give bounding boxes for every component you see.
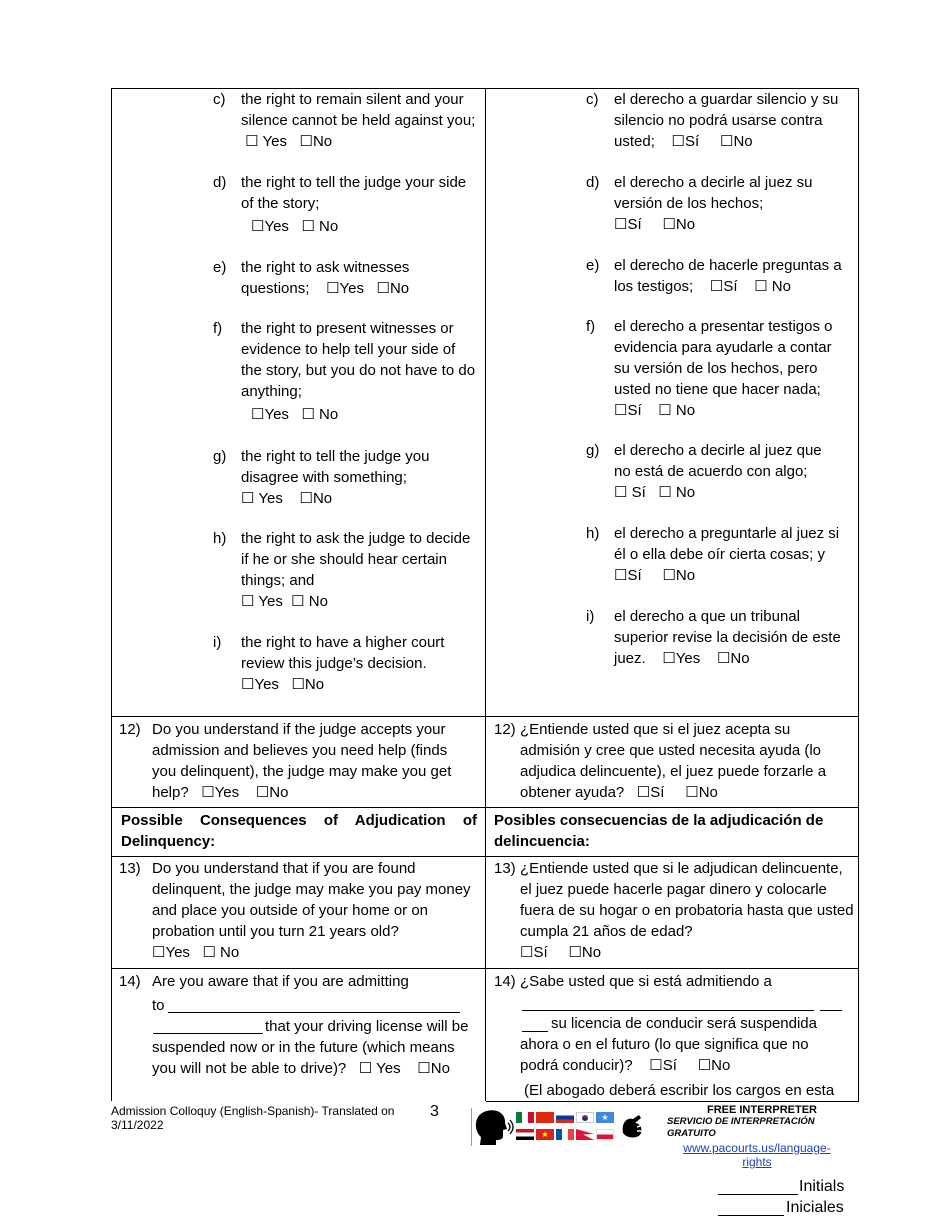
item-letter: f)	[586, 318, 596, 335]
no-checkbox[interactable]: ☐ No	[658, 402, 696, 419]
question-number: 13)	[119, 860, 141, 877]
question-text: Do you understand that if you are found delinquent, the judge may make you pay money and place you outside of your home or on probation until you turn 21 years old?	[152, 860, 471, 940]
no-checkbox[interactable]: ☐No	[299, 133, 333, 150]
question-number: 14)	[119, 973, 141, 990]
yes-checkbox[interactable]: ☐ Yes	[241, 593, 283, 610]
item-letter: i)	[213, 634, 222, 651]
table-right-border	[858, 88, 859, 1101]
mexico-flag-icon	[516, 1112, 534, 1123]
question-text-line: Are you aware that if you are admitting	[152, 973, 409, 990]
item-letter: g)	[213, 448, 227, 465]
item-text: el derecho a decirle al juez su versión de los hechos;	[614, 174, 813, 212]
servicio-label-2: GRATUITO	[667, 1128, 716, 1139]
yes-checkbox[interactable]: ☐Yes	[251, 406, 289, 423]
row-divider-11	[111, 716, 859, 717]
item-letter: g)	[586, 442, 600, 459]
item-letter: i)	[586, 608, 595, 625]
china-flag-icon	[536, 1112, 554, 1123]
row-divider-13	[111, 968, 859, 969]
no-checkbox[interactable]: ☐ No	[301, 406, 339, 423]
question-text-line: podrá conducir)?	[520, 1057, 633, 1074]
no-checkbox[interactable]: ☐No	[291, 676, 325, 693]
table-center-divider	[485, 88, 486, 1101]
yes-checkbox[interactable]: ☐Yes	[152, 944, 190, 961]
section-heading-es: Posibles consecuencias de la adjudicación de delincuencia:	[494, 812, 824, 850]
yes-checkbox[interactable]: ☐Sí	[614, 402, 642, 419]
no-checkbox[interactable]: ☐No	[662, 567, 696, 584]
yes-checkbox[interactable]: ☐ Sí	[614, 484, 646, 501]
question-text-line: suspended now or in the future (which means	[152, 1039, 455, 1056]
item-text: el derecho a guardar silencio y su silencio no podrá usarse contra usted;	[614, 91, 839, 150]
question-text: ¿Entiende usted que si le adjudican delincuente, el juez puede hacerle pagar dinero y colocarle fuera de su hogar o en probatoria hasta que usted cumpla 21 años de edad?	[520, 860, 854, 940]
speaking-head-icon	[474, 1109, 514, 1147]
attorney-note: (El abogado deberá escribir los cargos en esta	[524, 1082, 835, 1099]
page-number: 3	[430, 1103, 439, 1120]
poland-flag-icon	[596, 1129, 614, 1140]
question-text: Do you understand if the judge accepts your admission and believes you need help (finds you delinquent), the judge may make you get help?	[152, 721, 452, 801]
no-checkbox[interactable]: ☐No	[716, 650, 750, 667]
item-letter: d)	[213, 174, 227, 191]
sign-language-icon	[619, 1111, 649, 1141]
row-divider-12	[111, 807, 859, 808]
charges-input-line-1[interactable]	[522, 993, 814, 1011]
question-text-to: to	[152, 997, 165, 1014]
initials-input[interactable]	[718, 1178, 798, 1195]
no-checkbox[interactable]: ☐No	[685, 784, 718, 801]
no-checkbox[interactable]: ☐ No	[658, 484, 696, 501]
yes-checkbox[interactable]: ☐Yes	[251, 218, 289, 235]
question-text-line: you will not be able to drive)?	[152, 1060, 347, 1077]
charges-input-line-1-end	[820, 993, 842, 1011]
iniciales-label: Iniciales	[786, 1199, 844, 1216]
russia-flag-icon	[556, 1112, 574, 1123]
item-text: el derecho de hacerle preguntas a los testigos;	[614, 257, 842, 295]
nepal-flag-icon	[576, 1129, 594, 1140]
question-text-line: su licencia de conducir será suspendida	[551, 1015, 817, 1032]
language-rights-link[interactable]	[672, 1141, 842, 1169]
doc-date: 3/11/2022	[111, 1118, 164, 1132]
no-checkbox[interactable]: ☐No	[299, 490, 333, 507]
charges-input-line-2[interactable]	[153, 1016, 263, 1034]
item-letter: d)	[586, 174, 600, 191]
item-text: the right to tell the judge your side of the story;	[241, 174, 467, 212]
table-bottom-border	[486, 1101, 859, 1102]
france-flag-icon	[556, 1129, 574, 1140]
somalia-flag-icon: ★	[596, 1112, 614, 1123]
no-checkbox[interactable]: ☐No	[662, 216, 696, 233]
question-14-en	[119, 971, 479, 1099]
yes-checkbox[interactable]: ☐Sí	[520, 944, 548, 961]
question-number: 12)	[119, 721, 141, 738]
iniciales-input[interactable]	[718, 1199, 784, 1216]
charges-input-line-1[interactable]	[168, 995, 460, 1013]
no-checkbox[interactable]: ☐No	[568, 944, 602, 961]
yes-checkbox[interactable]: ☐Sí	[709, 278, 738, 295]
doc-title: Admission Colloquy (English-Spanish)- Translated on	[111, 1104, 395, 1118]
question-text-line: ahora o en el futuro (lo que significa que no	[520, 1036, 809, 1053]
no-checkbox[interactable]: ☐ No	[291, 593, 328, 610]
item-letter: h)	[586, 525, 600, 542]
question-number: 12)	[494, 721, 516, 738]
no-checkbox[interactable]: ☐No	[376, 280, 410, 297]
servicio-label-1: SERVICIO DE INTERPRETACIÓN	[667, 1116, 815, 1127]
item-text: el derecho a preguntarle al juez si él o ella debe oír cierta cosas; y	[614, 525, 840, 563]
no-checkbox[interactable]: ☐ No	[202, 944, 240, 961]
free-interpreter-block	[667, 1104, 817, 1140]
yes-checkbox[interactable]: ☐Sí	[614, 567, 642, 584]
link-line-2: rights	[742, 1155, 772, 1169]
item-letter: e)	[213, 259, 227, 276]
yes-checkbox[interactable]: ☐Yes	[662, 650, 701, 667]
item-text: the right to have a higher court review this judge’s decision.	[241, 634, 445, 672]
question-number: 14)	[494, 973, 516, 990]
item-text: el derecho a que un tribunal superior revise la decisión de este juez.	[614, 608, 841, 667]
yes-checkbox[interactable]: ☐Sí	[614, 216, 642, 233]
item-letter: e)	[586, 257, 600, 274]
item-text: the right to tell the judge you disagree with something;	[241, 448, 430, 486]
section-heading-en: Possible Consequences of Adjudication of Delinquency:	[121, 812, 477, 850]
item-letter: c)	[213, 91, 226, 108]
yes-checkbox[interactable]: ☐ Yes	[358, 1060, 401, 1077]
footer-divider	[471, 1108, 472, 1146]
no-checkbox[interactable]: ☐No	[417, 1060, 450, 1077]
item-text: the right to ask the judge to decide if he or she should hear certain things; and	[241, 530, 471, 589]
table-left-border	[111, 88, 112, 1101]
yes-checkbox[interactable]: ☐Yes	[201, 784, 240, 801]
item-text: the right to ask witnesses questions;	[241, 259, 410, 297]
free-interpreter-label: FREE INTERPRETER	[706, 1104, 817, 1116]
charges-input-line-2[interactable]	[522, 1014, 548, 1032]
item-letter: f)	[213, 320, 223, 337]
question-text-line: ¿Sabe usted que si está admitiendo a	[520, 973, 772, 990]
item-letter: h)	[213, 530, 227, 547]
no-checkbox[interactable]: ☐No	[720, 133, 753, 150]
yes-checkbox[interactable]: ☐ Yes	[241, 490, 283, 507]
egypt-flag-icon	[516, 1129, 534, 1140]
no-checkbox[interactable]: ☐No	[255, 784, 289, 801]
item-letter: c)	[586, 91, 599, 108]
no-checkbox[interactable]: ☐ No	[301, 218, 339, 235]
yes-checkbox[interactable]: ☐Sí	[636, 784, 665, 801]
yes-checkbox[interactable]: ☐Sí	[649, 1057, 677, 1074]
row-divider-section	[111, 856, 859, 857]
link-line-1: www.pacourts.us/language-	[683, 1141, 831, 1155]
yes-checkbox[interactable]: ☐ Yes	[245, 133, 287, 150]
initials-label: Initials	[799, 1178, 845, 1195]
no-checkbox[interactable]: ☐ No	[754, 278, 791, 295]
yes-checkbox[interactable]: ☐Sí	[671, 133, 700, 150]
language-services-logo	[474, 1107, 664, 1147]
item-text: the right to present witnesses or evidence to help tell your side of the story, but you do not have to do anything;	[241, 320, 476, 400]
question-text: ¿Entiende usted que si el juez acepta su admisión y cree que usted necesita ayuda (lo adjudica delincuente), el juez puede forzarle a obtener ayuda?	[520, 721, 827, 801]
question-text-line: that your driving license will be	[265, 1018, 469, 1035]
item-text: the right to remain silent and your silence cannot be held against you;	[241, 91, 476, 129]
korea-flag-icon	[576, 1112, 594, 1123]
vietnam-flag-icon: ★	[536, 1129, 554, 1140]
yes-checkbox[interactable]: ☐Yes	[241, 676, 279, 693]
question-14-es	[494, 971, 854, 1101]
yes-checkbox[interactable]: ☐Yes	[326, 280, 364, 297]
question-number: 13)	[494, 860, 516, 877]
no-checkbox[interactable]: ☐No	[697, 1057, 731, 1074]
item-text: el derecho a decirle al juez que no está de acuerdo con algo;	[614, 442, 822, 480]
footer-document-title	[111, 1104, 431, 1132]
item-text: el derecho a presentar testigos o evidencia para ayudarle a contar su versión de los hechos, pero usted no tiene que hacer nada;	[614, 318, 833, 398]
